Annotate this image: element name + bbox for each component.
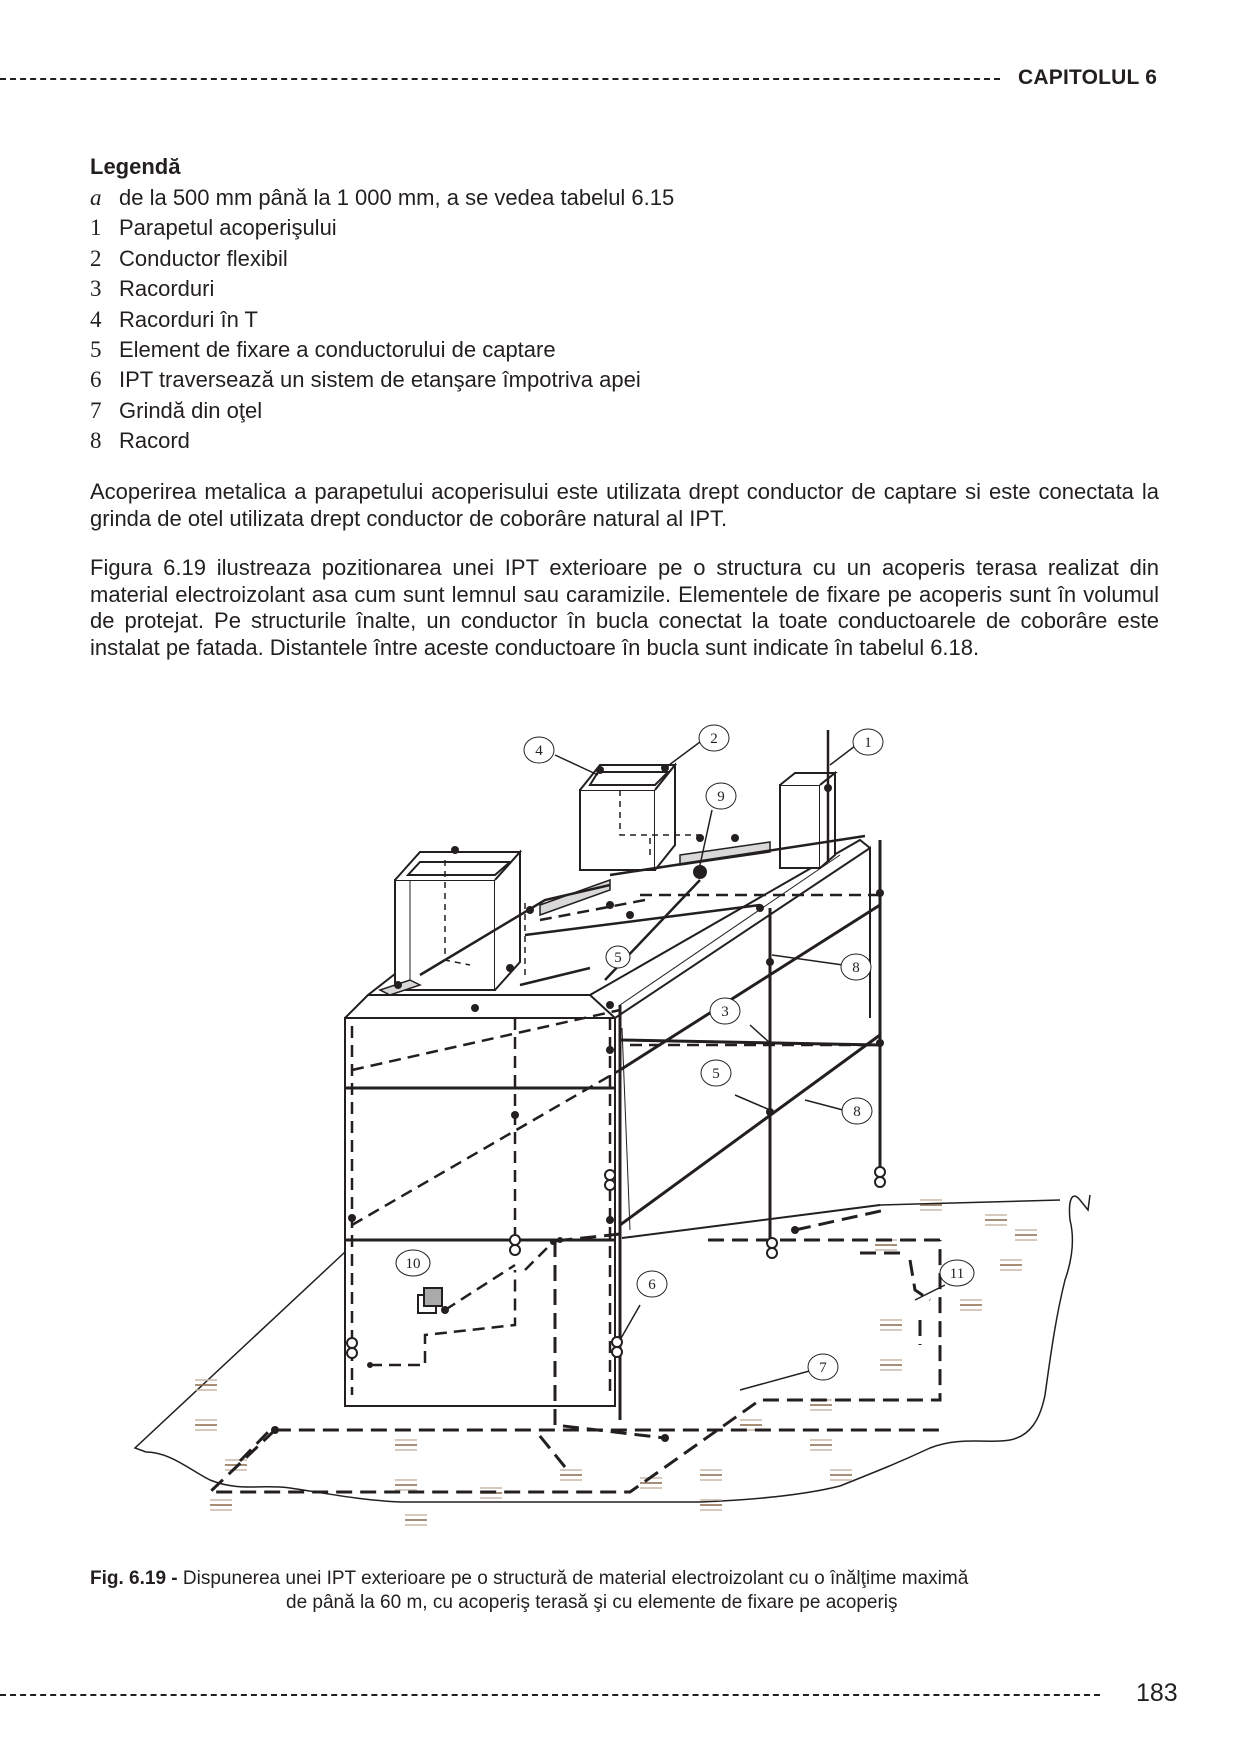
svg-text:11: 11 [949,1266,965,1282]
svg-text:6: 6 [648,1277,656,1293]
callout-5-side [701,1060,731,1086]
legend-text: Grindă din oţel [119,397,263,423]
caption-line-1: Dispunerea unei IPT exterioare pe o structură de material electroizolant cu o înălţime maximă [182,1568,969,1589]
legend-key: 6 [90,367,102,393]
roof-chimney-left [395,852,520,990]
inspection-box [418,1288,442,1313]
legend-key: 5 [90,336,102,362]
front-face-dashed-lines [352,1010,620,1395]
legend-text: Racorduri în T [119,306,258,332]
svg-text:5: 5 [712,1066,720,1082]
legend-key: 3 [90,276,102,302]
legend-item [90,396,674,426]
page-number: 183 [1136,1679,1178,1707]
legend-list [90,183,674,457]
chapter-title: CAPITOLUL 6 [1018,66,1158,89]
legend-item [90,183,674,213]
legend-item [90,274,674,304]
callout-5-roof [606,946,630,968]
callout-2 [699,725,729,751]
building-front-face [345,1018,615,1406]
callout-8-upper [841,954,871,980]
legend-text: Racord [119,428,190,454]
svg-text:8: 8 [853,1104,861,1120]
callout-10 [396,1250,430,1276]
callout-9 [706,783,736,809]
svg-text:7: 7 [819,1360,827,1376]
legend-title: Legendă [90,154,181,179]
body-paragraph: Figura 6.19 ilustreaza pozitionarea unei IPT exterioare pe o structura cu un acoperis terasa realizat din material electroizolant asa cum sunt lemnul sau caramizile. Elementele de fixare pe acoperis sunt în volumul de protejat. Pe structurile înalte, un conductor în bucla conectat la toate conductoarele de coborâre este instalat pe fatada. Distantele între aceste conductoare în bucla sunt indicate în tabelul 6.18. [90,555,1159,660]
legend-key: 4 [90,306,102,332]
legend-text: IPT traversează un sistem de etanşare împotriva apei [119,367,641,393]
legend-item [90,244,674,274]
caption-line-2: de până la 60 m, cu acoperiş terasă şi cu elemente de fixare pe acoperiş [286,1592,898,1613]
legend-key: a [90,185,102,210]
legend-text: Parapetul acoperişului [119,215,337,241]
callout-3 [710,998,740,1024]
legend-item [90,335,674,365]
side-dashed-lines [540,895,880,1045]
callout-8-lower [842,1098,872,1124]
figure-caption [90,1567,1090,1615]
legend-text: Conductor flexibil [119,245,288,271]
svg-text:2: 2 [710,731,718,747]
svg-text:4: 4 [535,743,543,759]
legend-key: 2 [90,245,102,271]
body-paragraph: Acoperirea metalica a parapetului acoperisului este utilizata drept conductor de captare si este conectata la grinda de otel utilizata drept conductor de coborâre natural al IPT. [90,479,1159,531]
callout-7 [808,1354,838,1380]
callouts [396,725,974,1380]
legend-text: Element de fixare a conductorului de captare [119,336,556,362]
callout-11 [940,1260,974,1286]
legend-text: de la 500 mm până la 1 000 mm, a se vedea tabelul 6.15 [119,185,675,210]
callout-1 [853,729,883,755]
legend-item [90,305,674,335]
legend-item [90,213,674,243]
callout-6 [637,1271,667,1297]
legend-item [90,365,674,395]
legend-item [90,426,674,456]
roof-chimney-center [580,765,675,870]
svg-text:8: 8 [852,960,860,976]
legend-text: Racorduri [119,276,215,302]
svg-text:5: 5 [614,950,622,966]
callout-4 [524,737,554,763]
svg-text:1: 1 [864,735,872,751]
legend-key: 7 [90,397,102,423]
svg-text:3: 3 [721,1004,729,1020]
caption-label: Fig. 6.19 - [90,1568,178,1589]
header-dashed-rule [0,78,1000,80]
svg-text:9: 9 [717,789,725,805]
legend-key: 8 [90,428,102,454]
legend-key: 1 [90,215,102,241]
footer-dashed-rule [0,1694,1100,1696]
svg-text:10: 10 [405,1256,421,1272]
lightning-protection-figure [0,700,1240,1530]
